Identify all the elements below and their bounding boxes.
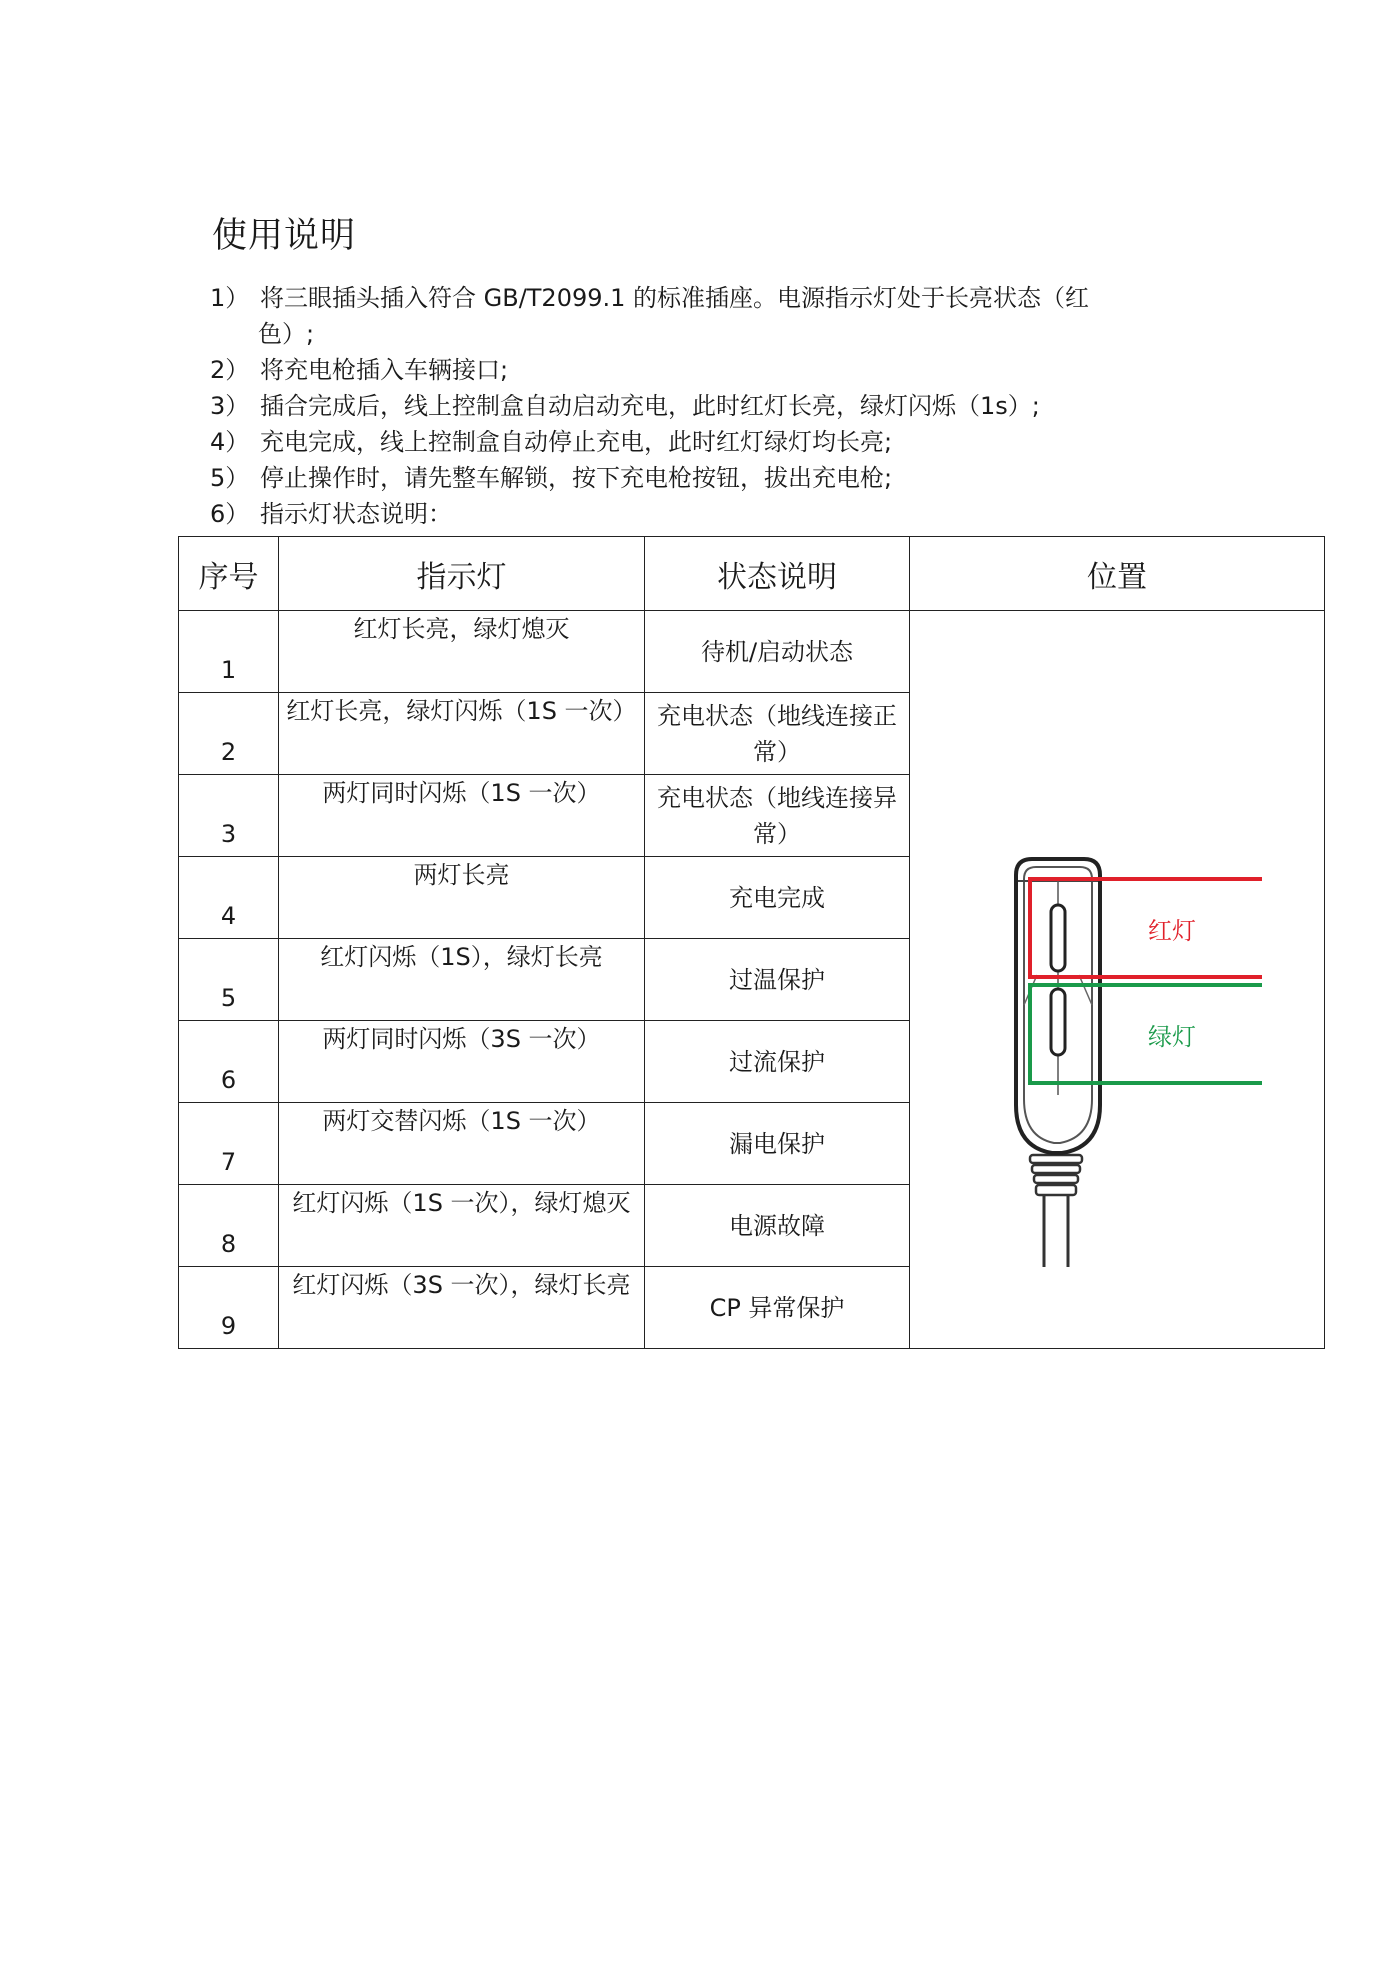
step-number: 6） xyxy=(210,500,250,528)
step-text: 将充电枪插入车辆接口; xyxy=(260,356,509,384)
row-number: 3 xyxy=(179,775,279,857)
row-status: 充电完成 xyxy=(645,857,910,939)
row-status: 过温保护 xyxy=(645,939,910,1021)
row-indicator: 红灯长亮，绿灯闪烁（1S 一次） xyxy=(279,693,645,775)
row-status: 充电状态（地线连接异常） xyxy=(645,775,910,857)
row-status: 充电状态（地线连接正常） xyxy=(645,693,910,775)
list-item xyxy=(210,496,1210,532)
instruction-list xyxy=(210,280,1210,532)
row-number: 1 xyxy=(179,611,279,693)
step-number: 1） xyxy=(210,284,250,312)
row-indicator: 两灯交替闪烁（1S 一次） xyxy=(279,1103,645,1185)
row-status: 漏电保护 xyxy=(645,1103,910,1185)
row-status: 待机/启动状态 xyxy=(645,611,910,693)
step-number: 2） xyxy=(210,356,250,384)
row-status: CP 异常保护 xyxy=(645,1267,910,1349)
list-item xyxy=(210,352,1210,388)
table-header-row xyxy=(179,537,1325,611)
row-number: 9 xyxy=(179,1267,279,1349)
green-light-label: 绿灯 xyxy=(1148,1023,1196,1051)
list-item xyxy=(210,388,1210,424)
row-indicator: 两灯长亮 xyxy=(279,857,645,939)
step-text: 指示灯状态说明： xyxy=(260,500,452,528)
row-indicator: 红灯闪烁（1S 一次），绿灯熄灭 xyxy=(279,1185,645,1267)
step-number: 4） xyxy=(210,428,250,456)
table-row xyxy=(179,611,1325,693)
row-number: 8 xyxy=(179,1185,279,1267)
row-status: 过流保护 xyxy=(645,1021,910,1103)
step-text: 插合完成后，线上控制盒自动启动充电，此时红灯长亮，绿灯闪烁（1s）; xyxy=(260,392,1040,420)
row-indicator: 红灯闪烁（1S），绿灯长亮 xyxy=(279,939,645,1021)
row-indicator: 红灯闪烁（3S 一次），绿灯长亮 xyxy=(279,1267,645,1349)
control-box-diagram xyxy=(1002,855,1262,1275)
position-cell xyxy=(910,611,1325,1349)
step-text: 将三眼插头插入符合 GB/T2099.1 的标准插座。电源指示灯处于长亮状态（红 xyxy=(260,284,1090,312)
list-item xyxy=(210,280,1210,316)
page-title: 使用说明 xyxy=(212,216,357,256)
row-number: 4 xyxy=(179,857,279,939)
row-number: 6 xyxy=(179,1021,279,1103)
row-indicator: 两灯同时闪烁（1S 一次） xyxy=(279,775,645,857)
step-text: 充电完成，线上控制盒自动停止充电，此时红灯绿灯均长亮; xyxy=(260,428,893,456)
header-position: 位置 xyxy=(910,537,1325,611)
red-led-slot xyxy=(1051,905,1065,971)
header-number: 序号 xyxy=(179,537,279,611)
row-indicator: 两灯同时闪烁（3S 一次） xyxy=(279,1021,645,1103)
step-continuation xyxy=(210,316,1210,352)
row-number: 7 xyxy=(179,1103,279,1185)
red-light-label: 红灯 xyxy=(1148,917,1196,945)
list-item xyxy=(210,424,1210,460)
step-number: 5） xyxy=(210,464,250,492)
header-indicator: 指示灯 xyxy=(279,537,645,611)
row-status: 电源故障 xyxy=(645,1185,910,1267)
row-number: 2 xyxy=(179,693,279,775)
row-indicator: 红灯长亮，绿灯熄灭 xyxy=(279,611,645,693)
indicator-status-table xyxy=(178,536,1325,1349)
green-led-slot xyxy=(1051,989,1065,1055)
list-item xyxy=(210,460,1210,496)
step-text-continued: 色）; xyxy=(258,320,315,348)
step-text: 停止操作时，请先整车解锁，按下充电枪按钮，拔出充电枪; xyxy=(260,464,893,492)
header-status: 状态说明 xyxy=(645,537,910,611)
step-number: 3） xyxy=(210,392,250,420)
row-number: 5 xyxy=(179,939,279,1021)
